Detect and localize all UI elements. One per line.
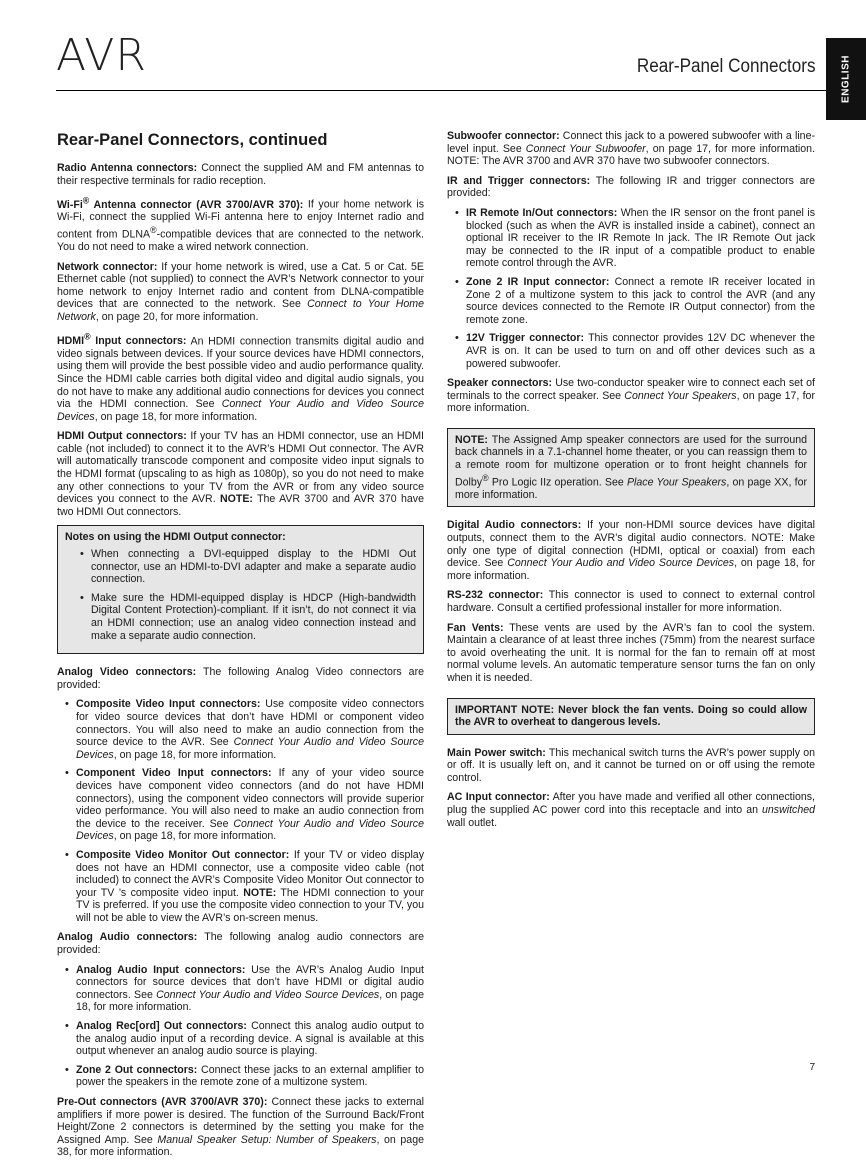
important-note-text: IMPORTANT NOTE: Never block the fan vents. Doing so could allow the AVR to overheat to dangerous levels. bbox=[455, 703, 807, 729]
digital-audio-paragraph: Digital Audio connectors: If your non-HDMI source devices have digital outputs, connect them to the AVR’s digital audio connectors. NOTE: Make only one type of digital connection (HDMI, optical or coaxial) from each device. See Connect Your Audio and Video Source Devices, on page 18, for more information. bbox=[447, 519, 815, 582]
analog-audio-paragraph: Analog Audio connectors: The following analog audio connectors are provided: bbox=[57, 931, 425, 957]
list-item: • Analog Audio Input connectors: Use the AVR’s Analog Audio Input connectors for source devices that don’t have HDMI or digital audio connectors. See Connect Your Audio and Video Source Devices, on page 18, for more information. bbox=[76, 964, 424, 1014]
rs232-paragraph: RS-232 connector: This connector is used to connect to external control hardware. Consult a certified professional installer for more information. bbox=[447, 589, 816, 614]
speaker-note-text: NOTE: The Assigned Amp speaker connectors are used for the surround back channels in a 7.1-channel home theater, or you can reassign them to a remote room for multizone operation or to front height channels for Dolby® Pro Logic IIz operation. See Place Your Speakers, on page XX, for more information. bbox=[455, 433, 807, 501]
list-item: • When connecting a DVI-equipped display to the HDMI Out connector, use an HDMI-to-DVI adapter and make a separate audio connection. bbox=[91, 548, 416, 586]
main-power-paragraph: Main Power switch: This mechanical switch turns the AVR’s power supply on or off. It is usually left on, and it cannot be turned on or off using the remote control. bbox=[447, 746, 815, 784]
hdmi-notes-list bbox=[65, 548, 416, 642]
ac-input-paragraph: AC Input connector: After you have made and verified all other connections, plug the supplied AC power cord into this receptacle and into an unswitched wall outlet. bbox=[447, 791, 815, 829]
language-tab-label: ENGLISH bbox=[840, 55, 852, 103]
list-item: • Composite Video Input connectors: Use composite video connectors for video source devices that don’t have HDMI or component video connectors. You will also need to make an audio connection from the source device to the AVR. See Connect Your Audio and Video Source Devices, on page 18, for more information. bbox=[76, 698, 424, 761]
hdmi-notes-box bbox=[57, 525, 424, 654]
analog-video-paragraph: Analog Video connectors: The following Analog Video connectors are provided: bbox=[57, 666, 424, 691]
list-item: • IR Remote In/Out connectors: When the IR sensor on the front panel is blocked (such as when the AVR is installed inside a cabinet), connect an optional IR receiver to the IR Remote In jack. The IR Remote Out jack may be connected to the IR input of a compatible product to enable remote control through the AVR. bbox=[466, 207, 815, 270]
list-item: • Composite Video Monitor Out connector: If your TV or video display does not have an HDMI connector, use a composite video cable (not included) to connect the AVR’s Composite Video Monitor Out connector to your TV ’s composite video input. NOTE: The HDMI connection to your TV is preferred. If you use the composite video connection to your TV, you will not be able to view the AVR’s on-screen menus. bbox=[76, 849, 424, 925]
header-rule bbox=[56, 90, 866, 91]
list-item: • 12V Trigger connector: This connector provides 12V DC whenever the AVR is on. It can be used to turn on and off other devices such as a powered subwoofer. bbox=[466, 332, 815, 370]
page-title: Rear-Panel Connectors, continued bbox=[57, 131, 328, 149]
ir-trigger-list bbox=[447, 207, 815, 370]
subwoofer-paragraph: Subwoofer connector: Connect this jack to a powered subwoofer with a line-level input. See Connect Your Subwoofer, on page 17, for more information. NOTE: The AVR 3700 and AVR 370 have two subwoofer connectors. bbox=[447, 130, 816, 168]
radio-antenna-paragraph: Radio Antenna connectors: Connect the supplied AM and FM antennas to their respective terminals for radio reception. bbox=[57, 162, 424, 187]
left-column bbox=[57, 126, 424, 1166]
list-item: • Zone 2 IR Input connector: Connect a remote IR receiver located in Zone 2 of a multizone system to this jack to control the AVR (and any source devices connected to the Remote IR Output connector) from the remote zone. bbox=[466, 276, 815, 326]
right-column bbox=[447, 130, 815, 836]
page-number: 7 bbox=[809, 1062, 815, 1073]
speaker-paragraph: Speaker connectors: Use two-conductor speaker wire to connect each set of terminals to the correct speaker. See Connect Your Speakers, on page 17, for more information. bbox=[447, 377, 815, 415]
list-item: • Zone 2 Out connectors: Connect these jacks to an external amplifier to power the speakers in the remote zone of a multizone system. bbox=[76, 1064, 424, 1089]
analog-video-list bbox=[57, 698, 424, 924]
network-paragraph: Network connector: If your home network is wired, use a Cat. 5 or Cat. 5E Ethernet cable (not supplied) to connect the AVR’s Network connector to your home network to enjoy Internet radio and content from DLNA-compatible devices that are connected to the network. See Connect to Your Home Network, on page 20, for more information. bbox=[57, 260, 424, 323]
hdmi-notes-title: Notes on using the HDMI Output connector: bbox=[65, 531, 286, 544]
section-title: Rear-Panel Connectors bbox=[637, 56, 816, 77]
speaker-note-box bbox=[447, 428, 815, 508]
important-note-box bbox=[447, 698, 815, 735]
language-tab bbox=[826, 38, 866, 120]
list-item: • Component Video Input connectors: If any of your video source devices have component video connectors (and do not have HDMI connectors), using the component video connectors will provide superior video performance. You will also need to make an audio connection from the device to the receiver. See Connect Your Audio and Video Source Devices, on page 18, for more information. bbox=[76, 767, 424, 843]
ir-trigger-paragraph: IR and Trigger connectors: The following IR and trigger connectors are provided: bbox=[447, 174, 816, 200]
list-item: • Make sure the HDMI-equipped display is HDCP (High-bandwidth Digital Content Protection)-compliant. If it isn’t, do not connect it via an HDMI connection; use an analog video connection instead and make a separate audio connection. bbox=[91, 592, 416, 642]
analog-audio-list bbox=[57, 964, 424, 1089]
fan-vents-paragraph: Fan Vents: These vents are used by the AVR’s fan to cool the system. Maintain a clearance of at least three inches (75mm) from the nearest surface to avoid overheating the unit. It is normal for the fan to remain off at most normal volume levels. An automatic temperature sensor turns the fan on only when it is needed. bbox=[447, 621, 815, 684]
list-item: • Analog Rec[ord] Out connectors: Connect this analog audio output to the analog audio input of a recording device. A signal is available at this output whenever an analog audio source is playing. bbox=[76, 1020, 424, 1058]
hdmi-output-paragraph: HDMI Output connectors: If your TV has an HDMI connector, use an HDMI cable (not included) to connect it to the AVR’s HDMI Out connector. The AVR will automatically transcode component and composite video input signals to the HDMI format (upscaling to as high as 1080p), so you do not need to make any other connections to your TV from the AVR or from any video source devices you connect to the AVR. NOTE: The AVR 3700 and AVR 370 have two HDMI Out connectors. bbox=[57, 430, 424, 518]
avr-logo: AVR bbox=[56, 30, 147, 81]
wifi-antenna-paragraph: Wi-Fi® Antenna connector (AVR 3700/AVR 370): If your home network is Wi-Fi, connect the supplied Wi-Fi antenna here to enjoy Internet radio and content from DLNA®-compatible devices that are connected to the network. You do not need to make a wired network connection. bbox=[57, 195, 424, 254]
preout-paragraph: Pre-Out connectors (AVR 3700/AVR 370): Connect these jacks to external amplifiers if more power is desired. The function of the Surround Back/Front Height/Zone 2 connectors is determined by the setting you make for the Assigned Amp. See Manual Speaker Setup: Number of Speakers, on page 38, for more information. bbox=[57, 1096, 425, 1159]
hdmi-input-paragraph: HDMI® Input connectors: An HDMI connection transmits digital audio and video signals between devices. If your source devices have HDMI connectors, using them will provide the best possible video and audio performance quality. Since the HDMI cable carries both digital video and digital audio signals, you do not have to make any additional audio connections for devices you connect via the HDMI connection. See Connect Your Audio and Video Source Devices, on page 18, for more information. bbox=[57, 331, 424, 423]
